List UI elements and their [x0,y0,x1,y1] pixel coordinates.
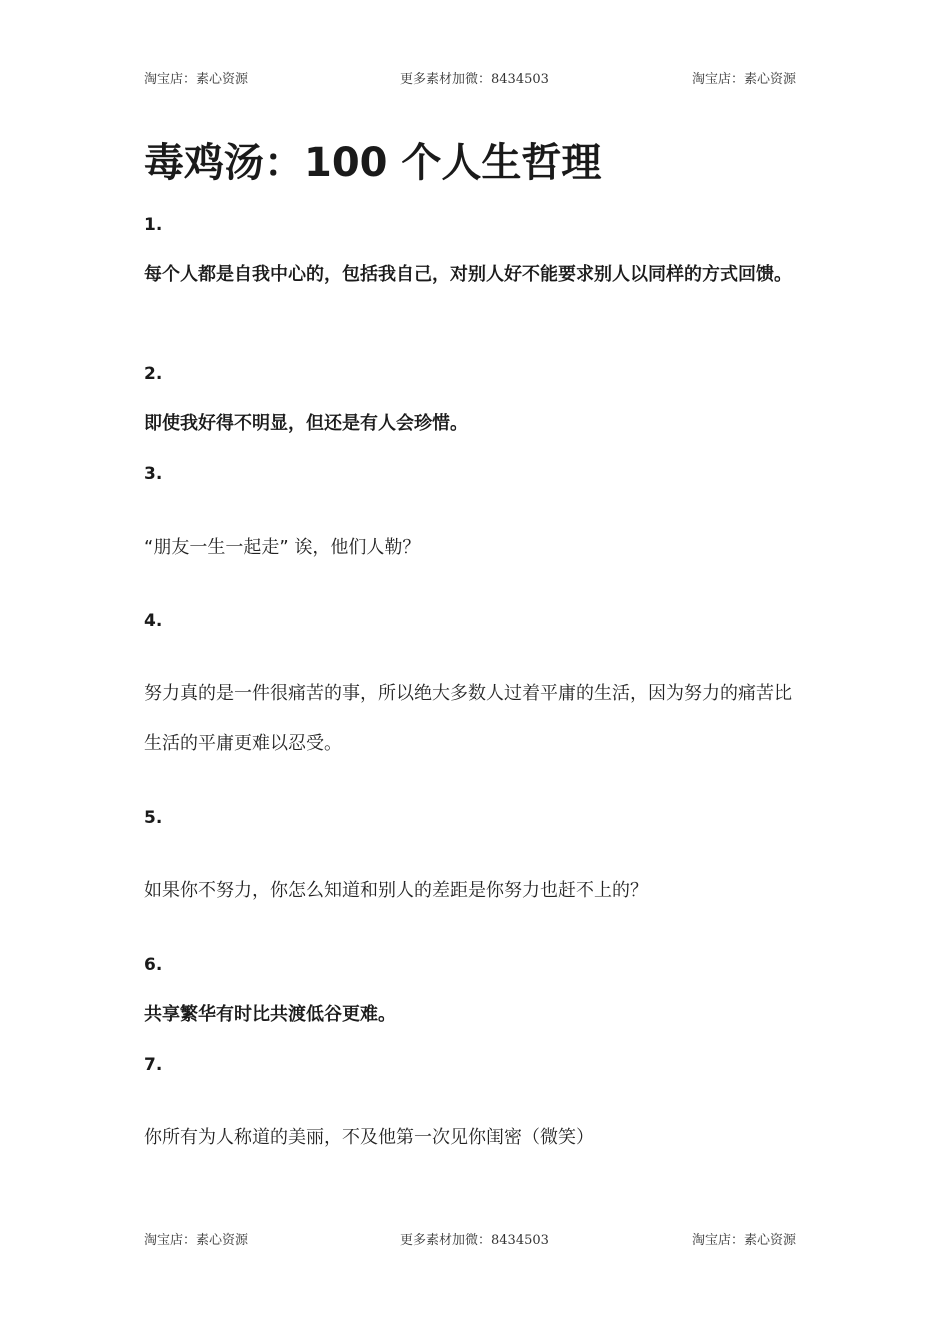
footer-center-text: 更多素材加微：8434503 [400,1233,549,1248]
item-text: 每个人都是自我中心的，包括我自己，对别人好不能要求别人以同样的方式回馈。 [144,264,792,285]
item-number: 4. [144,611,163,631]
item-number: 5. [144,808,163,828]
item-text: 努力真的是一件很痛苦的事，所以绝大多数人过着平庸的生活，因为努力的痛苦比生活的平庸更难以忍受。 [144,683,792,754]
header-center-text: 更多素材加微：8434503 [400,72,549,87]
item-number: 6. [144,955,163,975]
header-left-text: 淘宝店：素心资源 [144,72,249,87]
header-right-text: 淘宝店：素心资源 [692,72,797,87]
item-text: “朋友一生一起走” 诶，他们人勒？ [144,537,421,558]
page-header [0,68,950,88]
item-number: 7. [144,1055,163,1075]
item-text: 共享繁华有时比共渡低谷更难。 [144,1004,396,1025]
footer-right-text: 淘宝店：素心资源 [692,1233,797,1248]
page-title: 毒鸡汤：100 个人生哲理 [144,140,602,186]
item-number: 2. [144,364,163,384]
item-number: 3. [144,464,163,484]
item-text: 你所有为人称道的美丽，不及他第一次见你闺密（微笑） [144,1127,594,1148]
item-number: 1. [144,215,163,235]
item-text: 如果你不努力，你怎么知道和别人的差距是你努力也赶不上的？ [144,880,648,901]
page-footer [0,1229,950,1249]
item-text: 即使我好得不明显，但还是有人会珍惜。 [144,413,468,434]
footer-left-text: 淘宝店：素心资源 [144,1233,249,1248]
